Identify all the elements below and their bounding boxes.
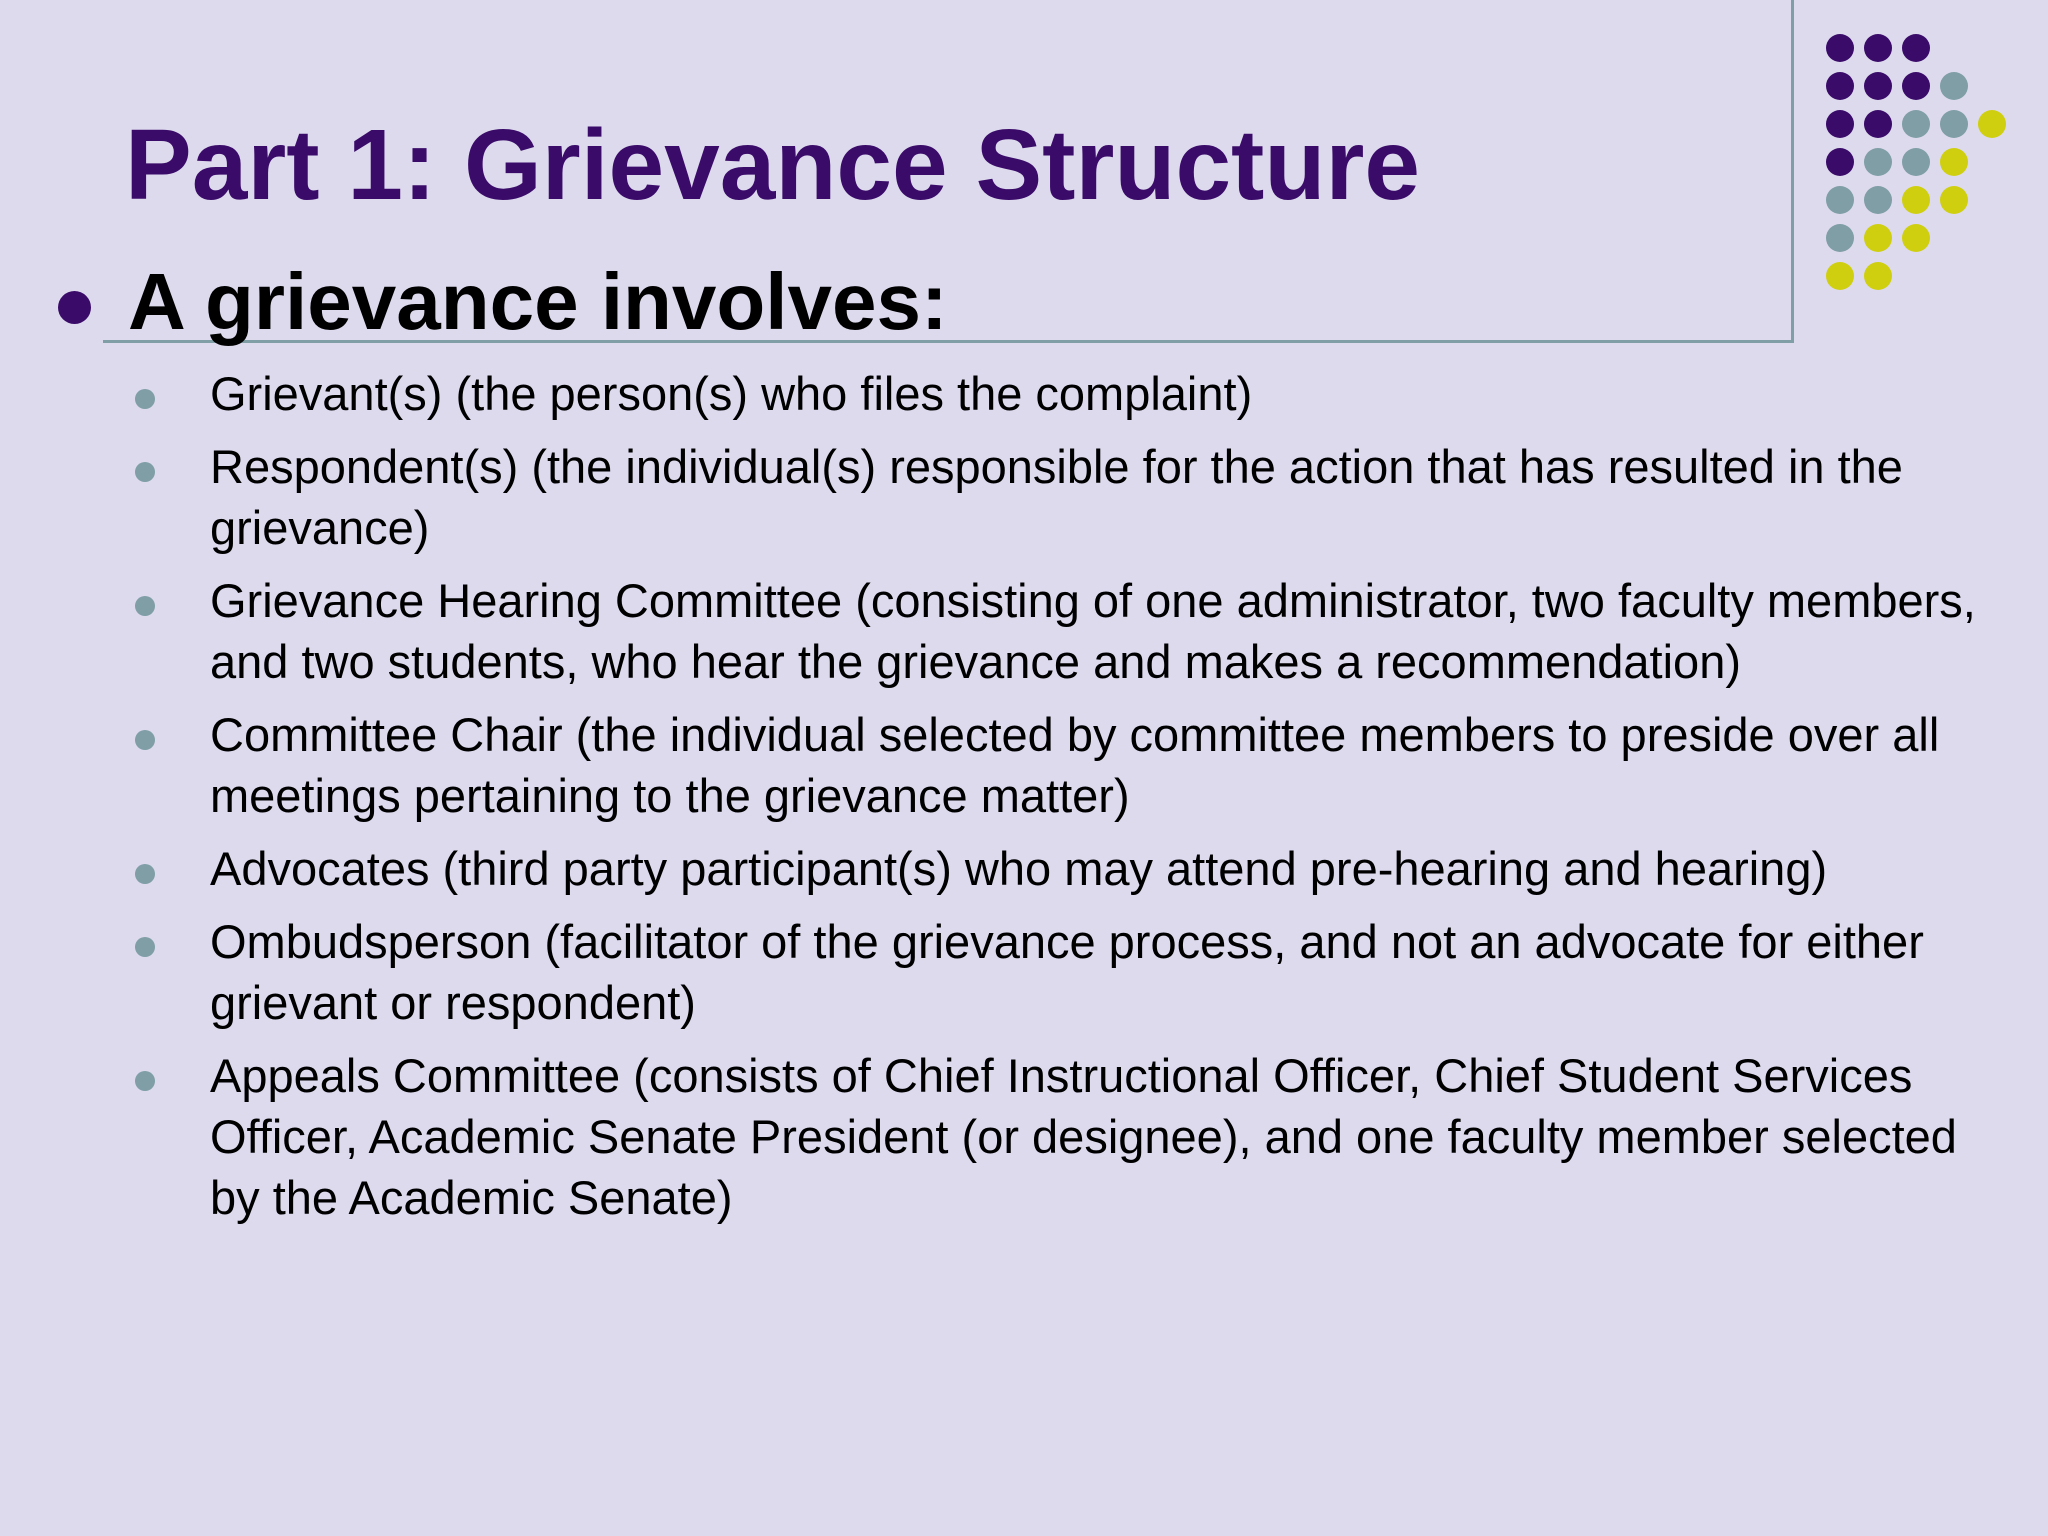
sub-bullet-dot-icon <box>135 1071 155 1091</box>
list-item <box>130 838 2000 899</box>
decor-dot-icon <box>1864 34 1892 62</box>
decor-dot-icon <box>1902 110 1930 138</box>
sub-bullet-dot-icon <box>135 937 155 957</box>
list-item <box>130 1045 2000 1228</box>
decor-dot-icon <box>1902 224 1930 252</box>
sub-bullet-dot-icon <box>135 596 155 616</box>
slide-title: Part 1: Grievance Structure <box>125 109 1420 221</box>
decor-dot-icon <box>1902 34 1930 62</box>
decor-dot-icon <box>1826 72 1854 100</box>
decor-dot-icon <box>1864 262 1892 290</box>
decor-dot-icon <box>1826 110 1854 138</box>
list-item-text: Ombudsperson (facilitator of the grievance process, and not an advocate for either grievant or respondent) <box>210 915 1924 1029</box>
decor-dot-icon <box>1864 186 1892 214</box>
decor-dot-icon <box>1826 34 1854 62</box>
decor-dot-icon <box>1978 110 2006 138</box>
frame-vertical-line <box>1791 0 1794 343</box>
main-bullet-text: A grievance involves: <box>128 257 948 346</box>
list-item <box>130 436 2000 558</box>
list-item <box>130 911 2000 1033</box>
list-item-text: Appeals Committee (consists of Chief Instructional Officer, Chief Student Services Officer, Academic Senate President (or designee), and one faculty member selected by the Academic Senate) <box>210 1049 1957 1224</box>
decor-dot-icon <box>1902 148 1930 176</box>
list-item-text: Respondent(s) (the individual(s) responsible for the action that has resulted in the grievance) <box>210 440 1903 554</box>
decor-dot-icon <box>1902 186 1930 214</box>
decor-dot-icon <box>1940 110 1968 138</box>
decor-dot-icon <box>1826 262 1854 290</box>
sub-bullet-dot-icon <box>135 389 155 409</box>
bullet-dot-icon <box>58 291 91 324</box>
decor-dot-icon <box>1940 72 1968 100</box>
list-item-text: Grievant(s) (the person(s) who files the complaint) <box>210 367 1253 420</box>
list-item <box>130 704 2000 826</box>
main-bullet <box>58 258 948 346</box>
list-item-text: Grievance Hearing Committee (consisting of one administrator, two faculty members, and two students, who hear the grievance and makes a recommendation) <box>210 574 1976 688</box>
decor-dot-icon <box>1940 186 1968 214</box>
decor-dot-icon <box>1826 148 1854 176</box>
decor-dot-icon <box>1940 148 1968 176</box>
decor-dot-icon <box>1826 224 1854 252</box>
sub-bullet-dot-icon <box>135 462 155 482</box>
sub-bullet-dot-icon <box>135 730 155 750</box>
decor-dot-icon <box>1864 224 1892 252</box>
sub-bullet-dot-icon <box>135 864 155 884</box>
list-item-text: Committee Chair (the individual selected by committee members to preside over all meetings pertaining to the grievance matter) <box>210 708 1940 822</box>
list-item <box>130 570 2000 692</box>
list-item <box>130 363 2000 424</box>
decor-dot-icon <box>1864 72 1892 100</box>
decor-dot-icon <box>1864 110 1892 138</box>
decor-dot-icon <box>1902 72 1930 100</box>
decorative-dot-grid <box>1826 34 2036 294</box>
decor-dot-icon <box>1864 148 1892 176</box>
list-item-text: Advocates (third party participant(s) who may attend pre-hearing and hearing) <box>210 842 1828 895</box>
sub-bullet-list <box>130 363 2000 1240</box>
decor-dot-icon <box>1826 186 1854 214</box>
